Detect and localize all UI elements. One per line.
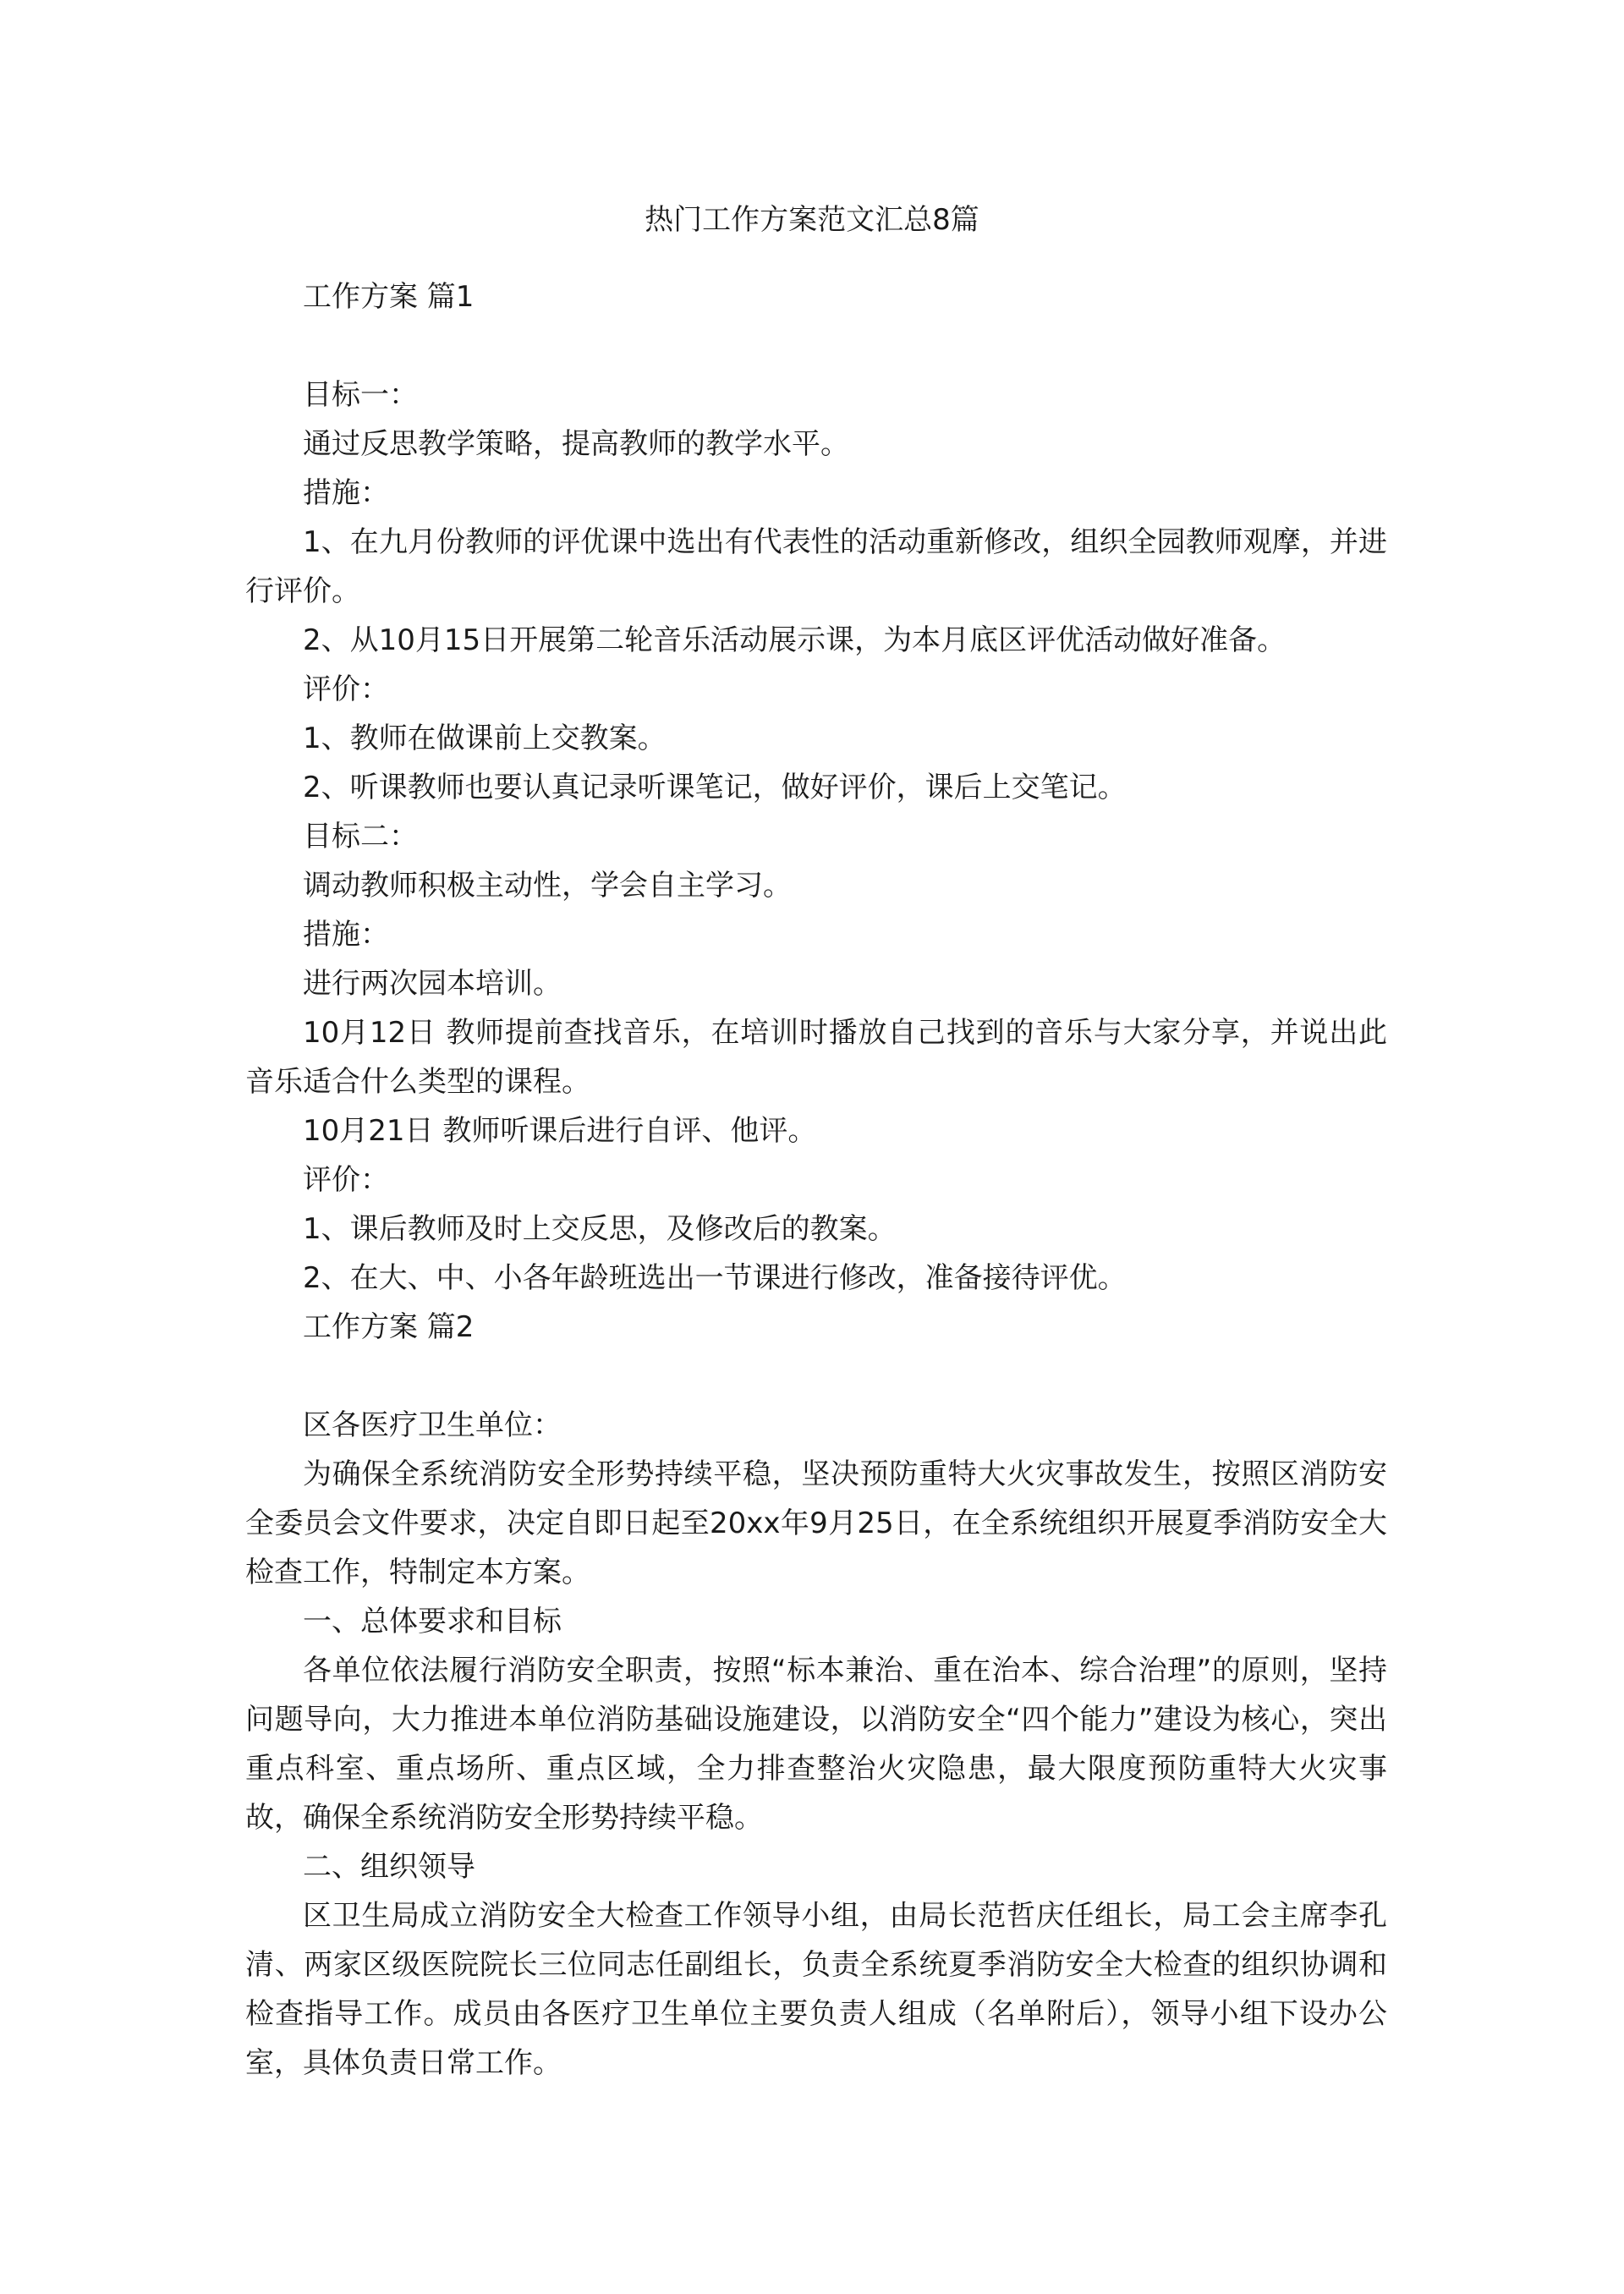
paragraph: 2、在大、中、小各年龄班选出一节课进行修改，准备接待评优。 bbox=[303, 1261, 1127, 1295]
paragraph: 措施： bbox=[303, 918, 389, 952]
paragraph: 区卫生局成立消防安全大检查工作领导小组，由局长范哲庆任组长，局工会主席李孔清、两家区级医院院长三位同志任副组长，负责全系统夏季消防安全大检查的组织协调和检查指导工作。成员由各医疗卫生单位主要负责人组成（名单附后），领导小组下设办公室，具体负责日常工作。 bbox=[245, 1899, 1387, 2080]
section-spacer bbox=[245, 321, 1387, 370]
paragraph: 调动教师积极主动性，学会自主学习。 bbox=[303, 869, 792, 903]
paragraph: 2、从10月15日开展第二轮音乐活动展示课，为本月底区评优活动做好准备。 bbox=[303, 623, 1287, 657]
paragraph: 进行两次园本培训。 bbox=[303, 967, 562, 1001]
paragraph: 10月21日 教师听课后进行自评、他评。 bbox=[303, 1114, 817, 1148]
paragraph: 1、教师在做课前上交教案。 bbox=[303, 722, 667, 755]
document-body bbox=[245, 272, 1387, 2088]
paragraph: 通过反思教学策略，提高教师的教学水平。 bbox=[303, 427, 849, 461]
paragraph: 1、在九月份教师的评优课中选出有代表性的活动重新修改，组织全园教师观摩，并进行评价。 bbox=[245, 525, 1387, 608]
paragraph: 区各医疗卫生单位： bbox=[303, 1408, 562, 1442]
paragraph: 一、总体要求和目标 bbox=[303, 1605, 562, 1638]
section-spacer bbox=[245, 1352, 1387, 1401]
paragraph: 评价： bbox=[303, 672, 389, 706]
paragraph: 评价： bbox=[303, 1163, 389, 1197]
document-title: 热门工作方案范文汇总8篇 bbox=[645, 203, 979, 237]
paragraph: 为确保全系统消防安全形势持续平稳，坚决预防重特大火灾事故发生，按照区消防安全委员会文件要求，决定自即日起至20xx年9月25日，在全系统组织开展夏季消防安全大检查工作，特制定本方案。 bbox=[245, 1457, 1387, 1589]
paragraph: 10月12日 教师提前查找音乐，在培训时播放自己找到的音乐与大家分享，并说出此音乐适合什么类型的课程。 bbox=[245, 1016, 1387, 1099]
paragraph: 2、听课教师也要认真记录听课笔记，做好评价，课后上交笔记。 bbox=[303, 771, 1127, 804]
paragraph: 措施： bbox=[303, 476, 389, 510]
section-2 bbox=[245, 1303, 1387, 2088]
paragraph: 二、组织领导 bbox=[303, 1850, 475, 1884]
paragraph: 目标二： bbox=[303, 820, 418, 853]
section-1 bbox=[245, 272, 1387, 1303]
section-heading: 工作方案 篇2 bbox=[303, 1310, 475, 1344]
section-heading: 工作方案 篇1 bbox=[303, 280, 475, 314]
paragraph: 1、课后教师及时上交反思，及修改后的教案。 bbox=[303, 1212, 897, 1246]
paragraph: 各单位依法履行消防安全职责，按照“标本兼治、重在治本、综合治理”的原则，坚持问题导向，大力推进本单位消防基础设施建设，以消防安全“四个能力”建设为核心，突出重点科室、重点场所、重点区域，全力排查整治火灾隐患，最大限度预防重特大火灾事故，确保全系统消防安全形势持续平稳。 bbox=[245, 1654, 1387, 1835]
paragraph: 目标一： bbox=[303, 378, 418, 412]
